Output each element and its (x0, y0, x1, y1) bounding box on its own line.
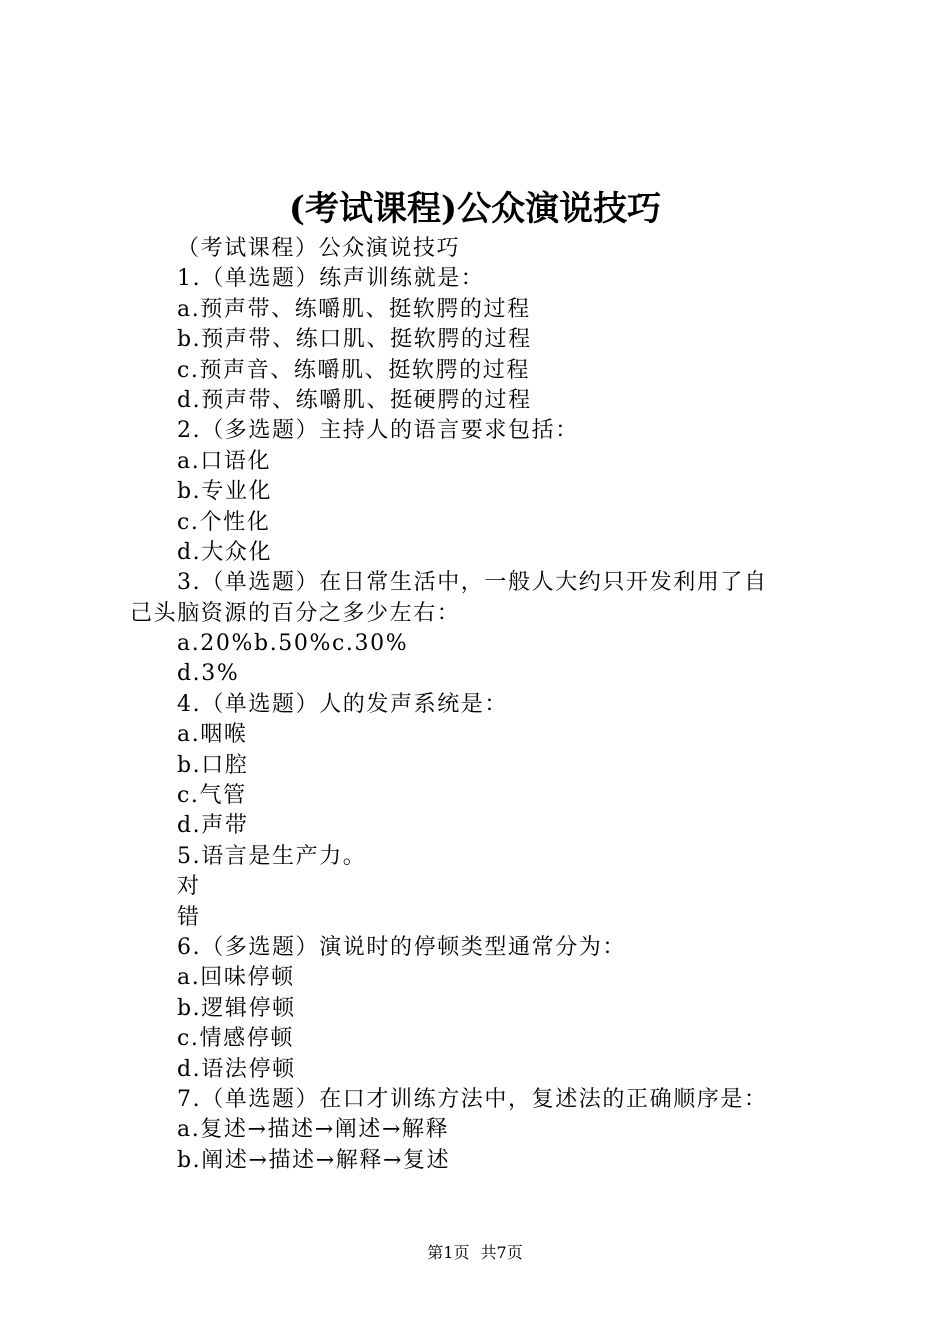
document-line: 对 (177, 874, 201, 900)
page-total: 共7页 (480, 1243, 523, 1262)
document-line: c.气管 (177, 783, 247, 809)
document-line: d.声带 (177, 813, 249, 839)
document-line: a.复述→描述→阐述→解释 (177, 1117, 450, 1143)
document-line: 2.（多选题）主持人的语言要求包括： (177, 418, 579, 444)
document-line: a.预声带、练嚼肌、挺软腭的过程 (177, 296, 531, 322)
document-line: （考试课程）公众演说技巧 (177, 236, 461, 261)
document-line: 4.（单选题）人的发声系统是： (177, 691, 508, 717)
document-line: a.回味停顿 (177, 965, 295, 991)
document-line: 1.（单选题）练声训练就是： (177, 266, 485, 292)
document-line: b.逻辑停顿 (177, 995, 296, 1021)
document-line: c.个性化 (177, 509, 271, 535)
document-line: a.口语化 (177, 448, 272, 474)
document-line: 错 (177, 904, 201, 930)
document-line: a.咽喉 (177, 722, 248, 748)
document-line: b.阐述→描述→解释→复述 (177, 1147, 451, 1173)
document-line: b.预声带、练口肌、挺软腭的过程 (177, 327, 532, 353)
document-line: 3.（单选题）在日常生活中，一般人大约只开发利用了自 (177, 570, 768, 596)
document-line: 7.（单选题）在口才训练方法中，复述法的正确顺序是： (177, 1086, 768, 1112)
document-body (130, 234, 835, 1176)
document-line: 6.（多选题）演说时的停顿类型通常分为： (177, 934, 626, 960)
document-line: d.预声带、练嚼肌、挺硬腭的过程 (177, 387, 532, 413)
page-number: 第1页 (427, 1243, 470, 1262)
page-title: (考试课程)公众演说技巧 (288, 189, 662, 229)
document-line: d.大众化 (177, 539, 273, 565)
document-line: d.语法停顿 (177, 1056, 296, 1082)
document-line: b.专业化 (177, 479, 273, 505)
page-footer (0, 1241, 950, 1265)
document-line: 己头脑资源的百分之多少左右： (130, 600, 461, 626)
document-line: b.口腔 (177, 752, 249, 778)
document-line: c.预声音、练嚼肌、挺软腭的过程 (177, 357, 530, 383)
document-line: c.情感停顿 (177, 1026, 294, 1052)
document-line: 5.语言是生产力。 (177, 843, 367, 869)
document-line: a.20%b.50%c.30% (177, 631, 409, 657)
document-line: d.3% (177, 661, 240, 687)
